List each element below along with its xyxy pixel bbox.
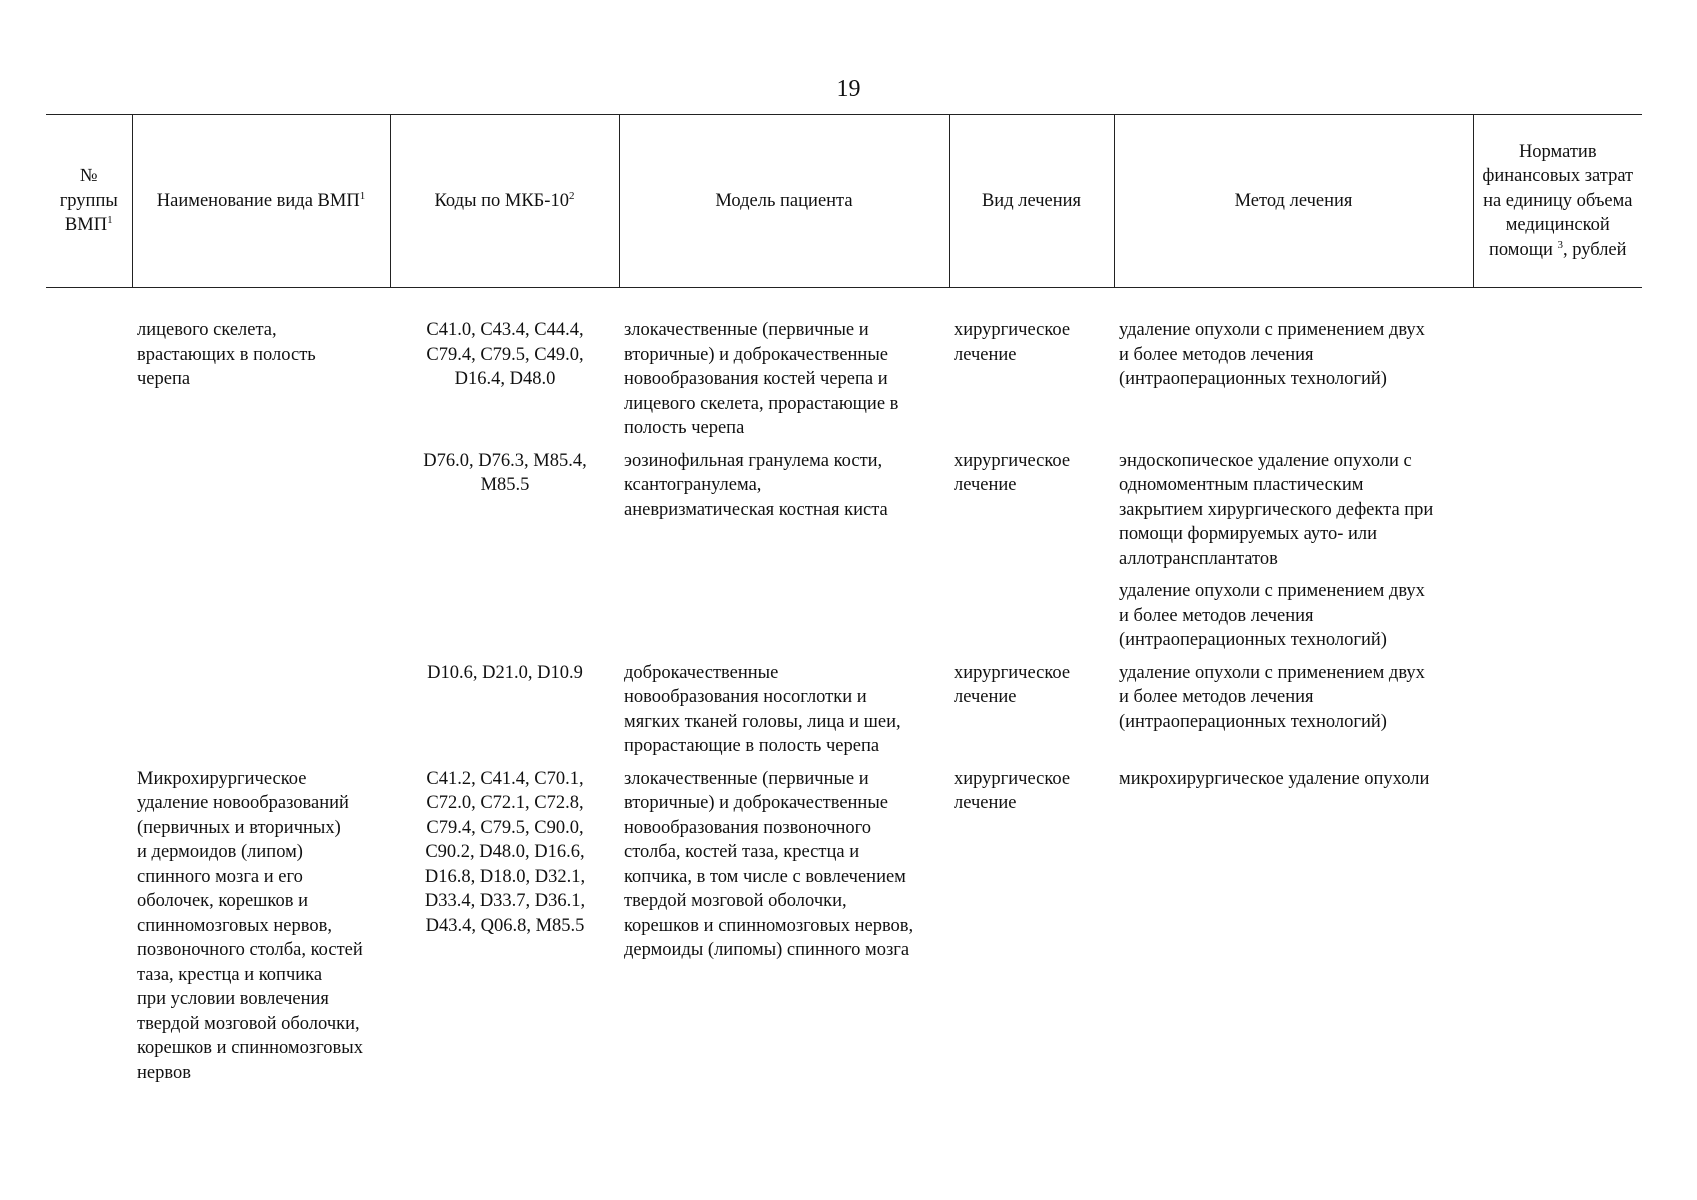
cost-norm-cell (1473, 661, 1642, 767)
header-cost-norm: Норматив финансовых затрат на единицу объема медицинской помощи $^3$, рублей (1473, 115, 1642, 288)
table-row (46, 579, 1642, 661)
header-patient-model: Модель пациента (619, 115, 949, 288)
cost-norm-cell (1473, 767, 1642, 1094)
header-group-number: № группы ВМП$^1$ (46, 115, 132, 288)
vmp-table (46, 114, 1642, 1093)
table-row (46, 767, 1642, 1094)
header-treatment-type: Вид лечения (949, 115, 1114, 288)
table-row (46, 288, 1642, 449)
vmp-name-cell: Микрохирургическое удаление новообразований (первичных и вторичных) и дермоидов (липом) спинного мозга и его оболочек, корешков и спинномозговых нервов, позвоночного столба, костей таза, крестца и копчика при условии вовлечения твердой мозговой оболочки, корешков и спинномозговых нервов (137, 768, 363, 1083)
patient-model-cell: злокачественные (первичные и вторичные) и доброкачественные новообразования костей черепа и лицевого скелета, прорастающие в полость черепа (624, 320, 899, 438)
treatment-type-cell: хирургическое лечение (954, 450, 1071, 495)
header-treatment-method: Метод лечения (1114, 115, 1473, 288)
treatment-type-cell (949, 579, 1114, 661)
patient-model-cell: эозинофильная гранулема кости, ксантогранулема, аневризматическая костная киста (624, 450, 888, 520)
cost-norm-cell (1473, 288, 1642, 449)
table-row (46, 661, 1642, 767)
treatment-method-cell: эндоскопическое удаление опухоли с одномоментным пластическим закрытием хирургического дефекта при помощи формируемых ауто- или аллотрансплантатов (1119, 450, 1434, 569)
patient-model-cell (619, 579, 949, 661)
table-header-row (46, 115, 1642, 288)
page-number: 19 (836, 76, 861, 102)
icd-codes-cell: D76.0, D76.3, M85.4, M85.5 (423, 450, 587, 495)
icd-codes-cell: C41.2, C41.4, C70.1, C72.0, C72.1, C72.8, C79.4, C79.5, C90.0, C90.2, D48.0, D16.6, D16.8, D18.0, D32.1, D33.4, D33.7, D36.1, D43.4, Q06.8, M85.5 (424, 768, 586, 936)
group-number-cell (46, 661, 132, 767)
header-icd-codes: Коды по МКБ-$10^2$ (390, 115, 619, 288)
group-number-cell (46, 767, 132, 1094)
group-number-cell (46, 288, 132, 449)
treatment-method-cell: удаление опухоли с применением двух и более методов лечения (интраоперационных технологий) (1119, 581, 1425, 650)
icd-codes-cell: D10.6, D21.0, D10.9 (427, 662, 583, 683)
table-row (46, 449, 1642, 580)
group-number-cell (46, 579, 132, 661)
icd-codes-cell: C41.0, C43.4, C44.4, C79.4, C79.5, C49.0, D16.4, D48.0 (426, 320, 584, 389)
cost-norm-cell (1473, 449, 1642, 580)
treatment-type-cell: хирургическое лечение (954, 662, 1071, 707)
treatment-method-cell: микрохирургическое удаление опухоли (1119, 768, 1430, 789)
patient-model-cell: доброкачественные новообразования носоглотки и мягких тканей головы, лица и шеи, прорастающие в полость черепа (624, 662, 901, 756)
treatment-type-cell: хирургическое лечение (954, 320, 1071, 365)
vmp-name-cell (132, 449, 390, 580)
cost-norm-cell (1473, 579, 1642, 661)
treatment-method-cell: удаление опухоли с применением двух и более методов лечения (интраоперационных технологий) (1119, 662, 1425, 732)
patient-model-cell: злокачественные (первичные и вторичные) и доброкачественные новообразования позвоночного столба, костей таза, крестца и копчика, в том числе с вовлечением твердой мозговой оболочки, корешков и спинномозговых нервов, дермоиды (липомы) спинного мозга (624, 768, 914, 960)
vmp-name-cell (132, 579, 390, 661)
treatment-method-cell: удаление опухоли с применением двух и более методов лечения (интраоперационных технологий) (1119, 320, 1425, 389)
group-number-cell (46, 449, 132, 580)
treatment-type-cell: хирургическое лечение (954, 768, 1071, 813)
header-vmp-name: Наименование вида ВМП$^1$ (132, 115, 390, 288)
vmp-name-cell (132, 661, 390, 767)
icd-codes-cell (390, 579, 619, 661)
vmp-name-cell: лицевого скелета, врастающих в полость черепа (137, 320, 316, 389)
